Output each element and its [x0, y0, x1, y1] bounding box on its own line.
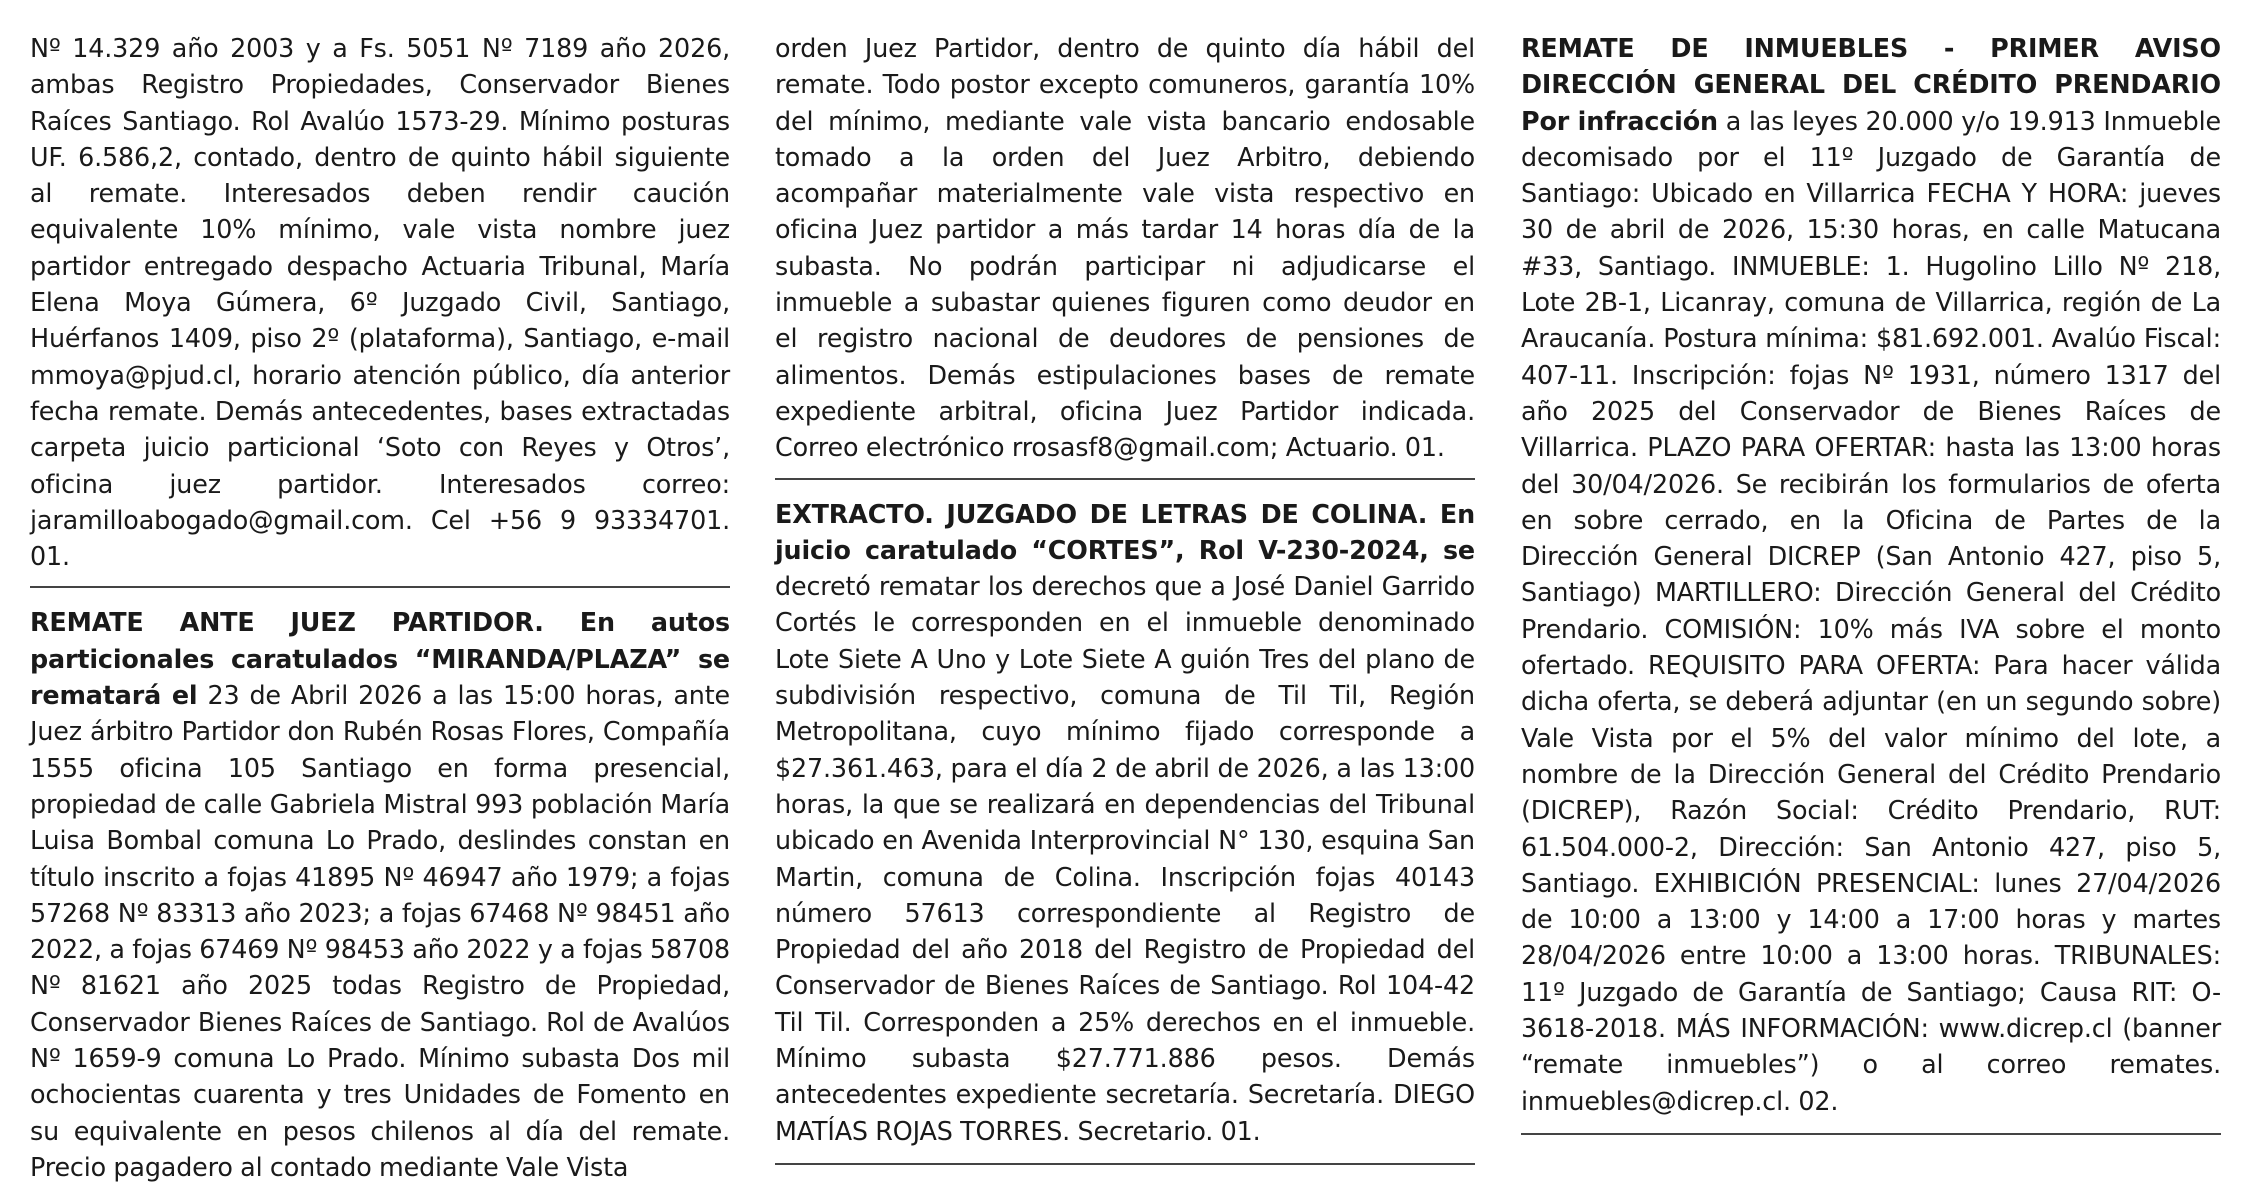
- notice-body: a las leyes 20.000 y/o 19.913 Inmueble decomisado por el 11º Juzgado de Garantía de Santiago: Ubicado en Villarrica FECHA Y HORA: jueves 30 de abril de 2026, 15:30 horas, en calle Matucana #33, Santiago. INMUEBLE: 1. Hugolino Lillo Nº 218, Lote 2B-1, Licanray, comuna de Villarrica, región de La Araucanía. Postura mínima: $81.692.001. Avalúo Fiscal: 407-11. Inscripción: fojas Nº 1931, número 1317 del año 2025 del Conservador de Bienes Raíces de Villarrica. PLAZO PARA OFERTAR: hasta las 13:00 horas del 30/04/2026. Se recibirán los formularios de oferta en sobre cerrado, en la Oficina de Partes de la Dirección General DICREP (San Antonio 427, piso 5, Santiago) MARTILLERO: Dirección General del Crédito Prendario. COMISIÓN: 10% más IVA sobre el monto ofertado. REQUISITO PARA OFERTA: Para hacer válida dicha oferta, se deberá adjuntar (en un segundo sobre) Vale Vista por el 5% del valor mínimo del lote, a nombre de la Dirección General del Crédito Prendario (DICREP), Razón Social: Crédito Prendario, RUT: 61.504.000-2, Dirección: San Antonio 427, piso 5, Santiago. EXHIBICIÓN PRESENCIAL: lunes 27/04/2026 de 10:00 a 13:00 y 14:00 a 17:00 horas y martes 28/04/2026 entre 10:00 a 13:00 horas. TRIBUNALES: 11º Juzgado de Garantía de Santiago; Causa RIT: O-3618-2018. MÁS INFORMACIÓN: www.dicrep.cl (banner “remate inmuebles”) o al correo remates. inmuebles@dicrep.cl. 02.: [1521, 105, 2221, 1116]
- notice-heading: REMATE DE INMUEBLES - PRIMER AVISO DIRECCIÓN GENERAL DEL CRÉDITO PRENDARIO Por infracción: [1521, 33, 2221, 136]
- notice-remate-dicrep: [1521, 30, 2221, 1119]
- notice-heading: REMATE ANTE JUEZ PARTIDOR. En autos particionales caratulados “MIRANDA/PLAZA” se rematará el: [30, 607, 730, 711]
- notice-remate-miranda-plaza: [30, 604, 730, 1185]
- notice-heading: EXTRACTO. JUZGADO DE LETRAS DE COLINA. En juicio caratulado “CORTES”, Rol V-230-2024, se: [775, 498, 1475, 565]
- column-3: [1521, 30, 2221, 1151]
- notice-body: 23 de Abril 2026 a las 15:00 horas, ante Juez árbitro Partidor don Rubén Rosas Flores, Compañía 1555 oficina 105 Santiago en forma presencial, propiedad de calle Gabriela Mistral 993 población María Luisa Bombal comuna Lo Prado, deslindes constan en título inscrito a fojas 41895 Nº 46947 año 1979; a fojas 57268 Nº 83313 año 2023; a fojas 67468 Nº 98451 año 2022, a fojas 67469 Nº 98453 año 2022 y a fojas 58708 Nº 81621 año 2025 todas Registro de Propiedad, Conservador Bienes Raíces de Santiago. Rol de Avalúos Nº 1659-9 comuna Lo Prado. Mínimo subasta Dos mil ochocientas cuarenta y tres Unidades de Fomento en su equivalente en pesos chilenos al día del remate. Precio pagadero al contado mediante Vale Vista: [30, 680, 730, 1182]
- notice-body: orden Juez Partidor, dentro de quinto día hábil del remate. Todo postor excepto comuneros, garantía 10% del mínimo, mediante vale vista bancario endosable tomado a la orden del Juez Arbitro, debiendo acompañar materialmente vale vista respectivo en oficina Juez partidor a más tardar 14 horas día de la subasta. No podrán participar ni adjudicarse el inmueble a subastar quienes figuren como deudor en el registro nacional de deudores de pensiones de alimentos. Demás estipulaciones bases de remate expediente arbitral, oficina Juez Partidor indicada. Correo electrónico rrosasf8@gmail.com; Actuario. 01.: [775, 33, 1475, 463]
- notice-divider: [775, 478, 1475, 480]
- column-2: [775, 30, 1475, 1181]
- notice-divider: [30, 586, 730, 588]
- notice-divider: [775, 1163, 1475, 1165]
- notice-continuation-miranda-plaza: [775, 30, 1475, 466]
- notice-extracto-colina: [775, 496, 1475, 1149]
- notice-divider: [1521, 1133, 2221, 1135]
- notice-continuation-soto: [30, 30, 730, 574]
- notice-body: Nº 14.329 año 2003 y a Fs. 5051 Nº 7189 año 2026, ambas Registro Propiedades, Conservador Bienes Raíces Santiago. Rol Avalúo 1573-29. Mínimo posturas UF. 6.586,2, contado, dentro de quinto hábil siguiente al remate. Interesados deben rendir caución equivalente 10% mínimo, vale vista nombre juez partidor entregado despacho Actuaria Tribunal, María Elena Moya Gúmera, 6º Juzgado Civil, Santiago, Huérfanos 1409, piso 2º (plataforma), Santiago, e-mail mmoya@pjud.cl, horario atención público, día anterior fecha remate. Demás antecedentes, bases extractadas carpeta juicio particional ‘Soto con Reyes y Otros’, oficina juez partidor. Interesados correo: jaramilloabogado@gmail.com. Cel +56 9 93334701. 01.: [30, 33, 730, 572]
- notice-body: decretó rematar los derechos que a José Daniel Garrido Cortés le corresponden en el inmueble denominado Lote Siete A Uno y Lote Siete A guión Tres del plano de subdivisión respectivo, comuna de Til Til, Región Metropolitana, cuyo mínimo fijado corresponde a $27.361.463, para el día 2 de abril de 2026, a las 13:00 horas, la que se realizará en dependencias del Tribunal ubicado en Avenida Interprovincial N° 130, esquina San Martin, comuna de Colina. Inscripción fojas 40143 número 57613 correspondiente al Registro de Propiedad del año 2018 del Registro de Propiedad del Conservador de Bienes Raíces de Santiago. Rol 104-42 Til Til. Corresponden a 25% derechos en el inmueble. Mínimo subasta $27.771.886 pesos. Demás antecedentes expediente secretaría. Secretaría. DIEGO MATÍAS ROJAS TORRES. Secretario. 01.: [775, 571, 1475, 1146]
- column-1: [30, 30, 730, 1185]
